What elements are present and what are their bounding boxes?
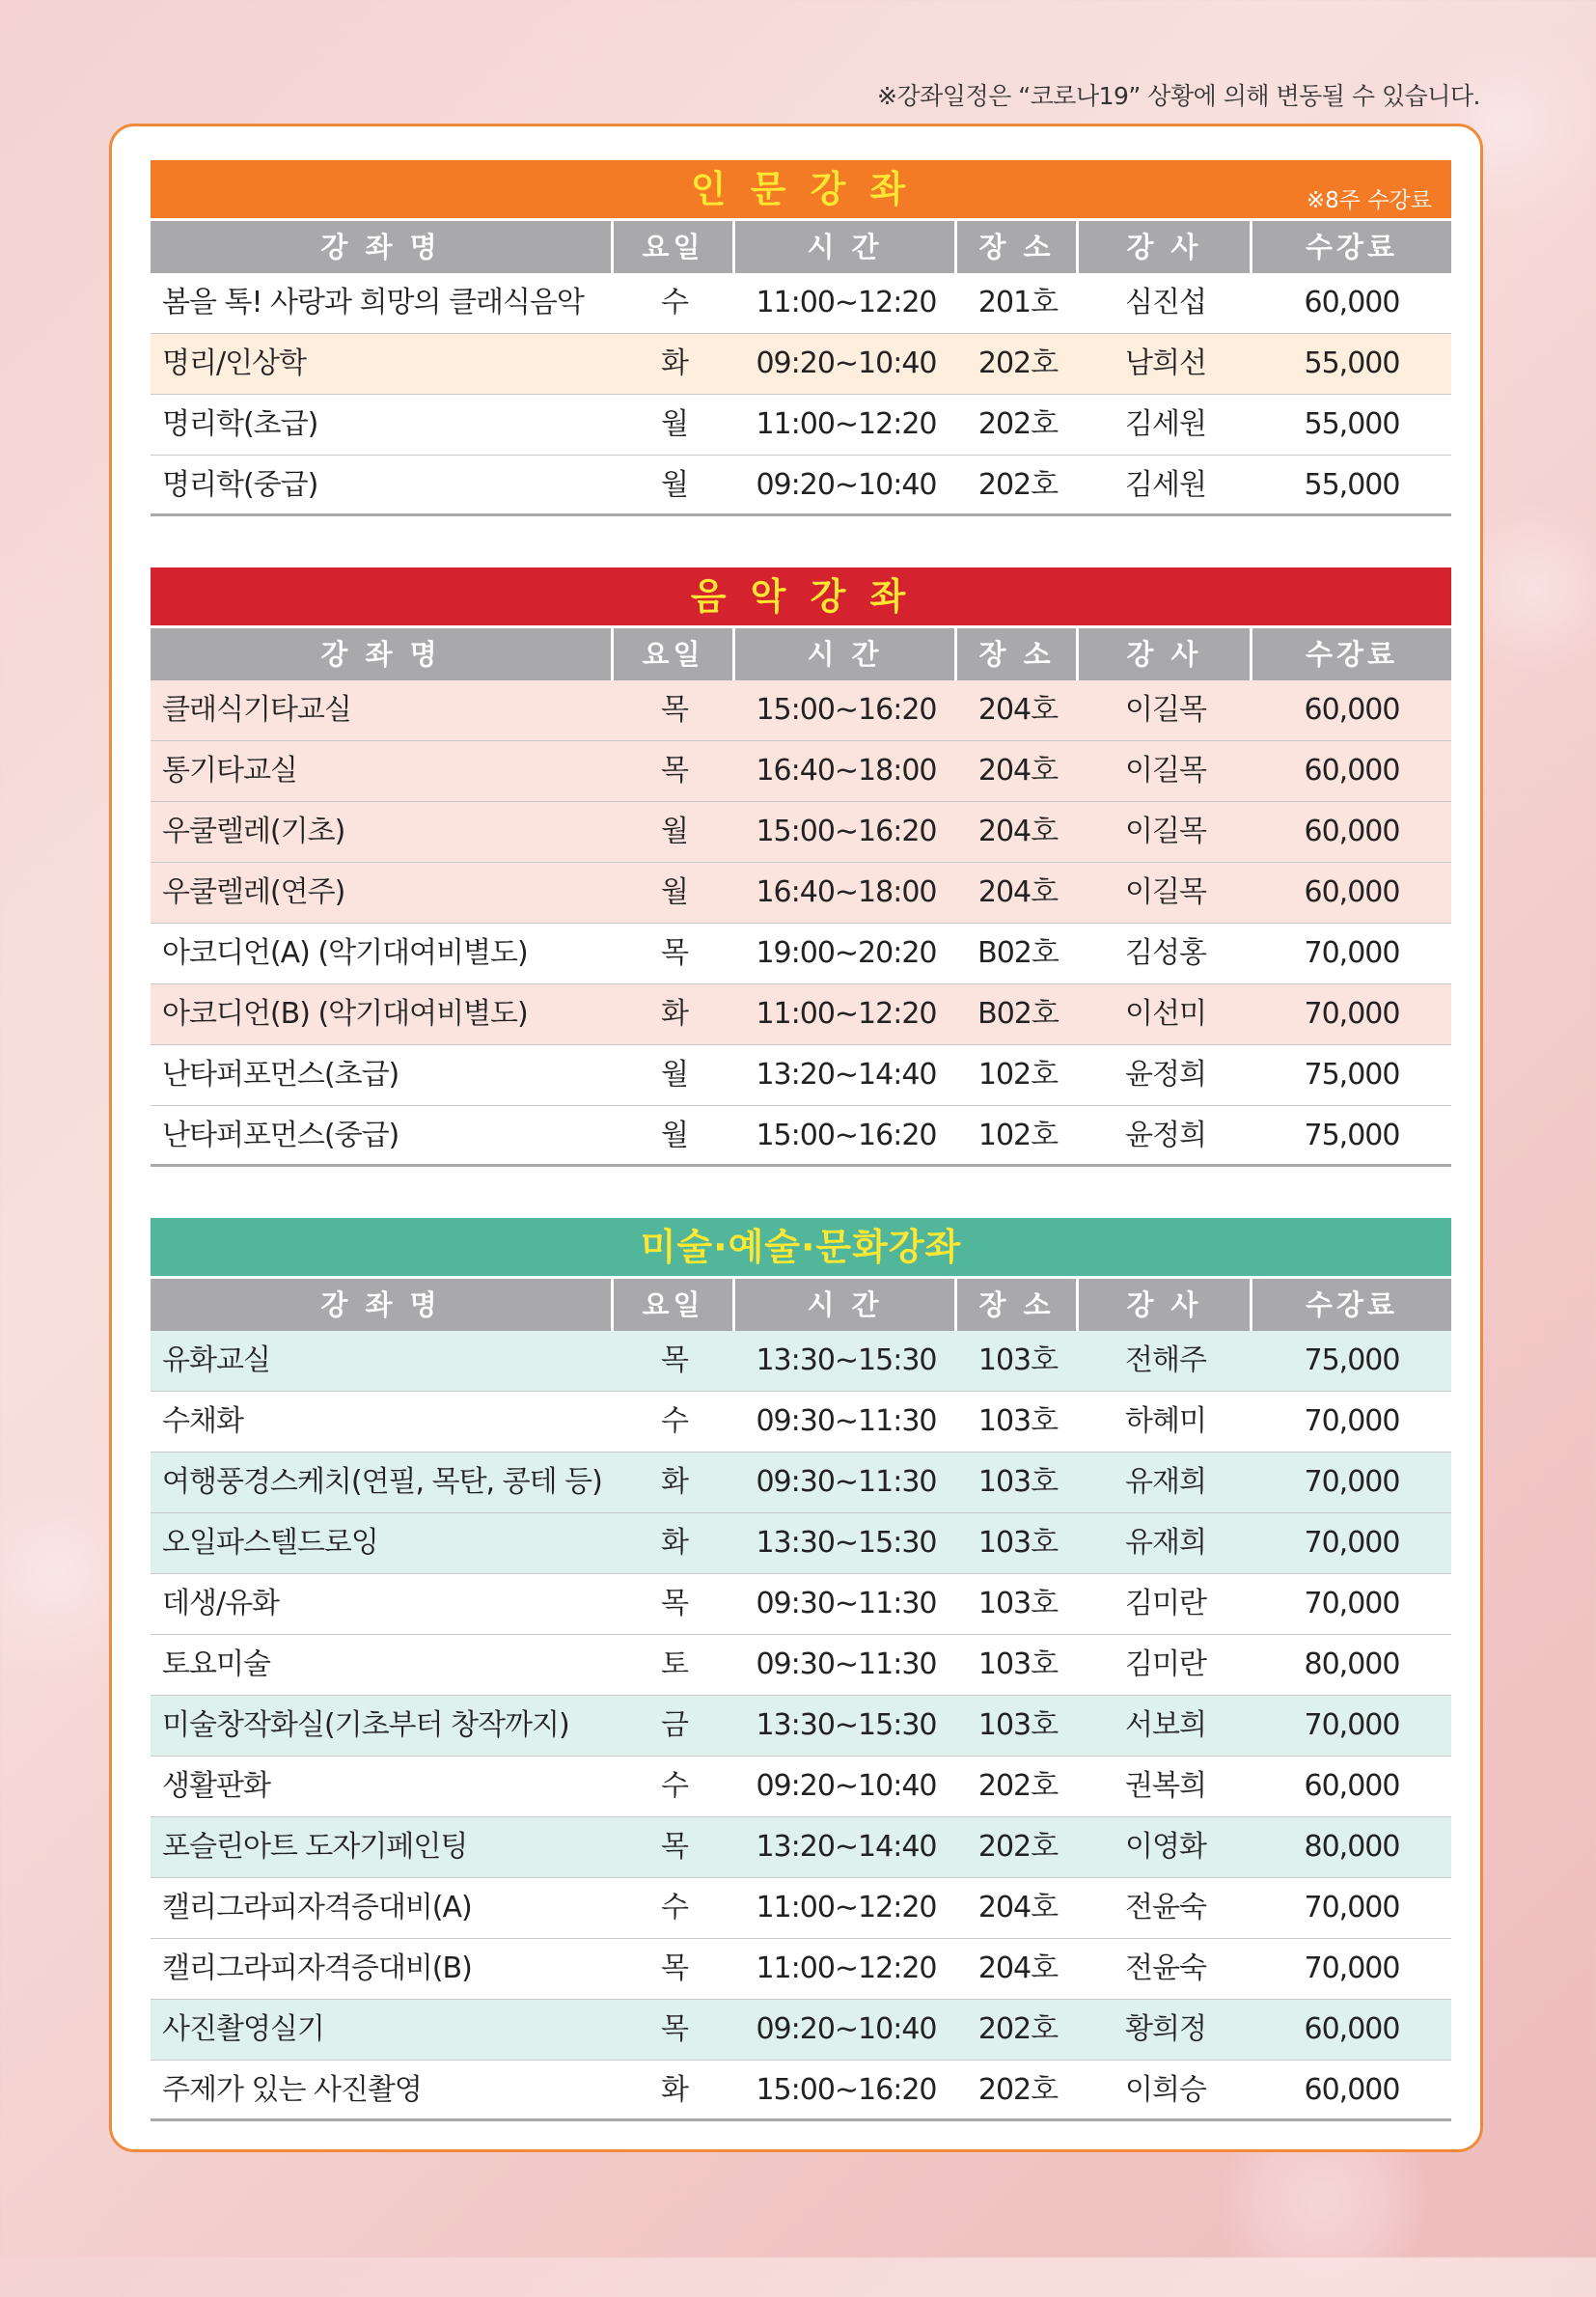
room-cell: 102호 (977, 1119, 1059, 1152)
table-row (151, 741, 1451, 802)
fee-cell: 60,000 (1304, 1769, 1400, 1803)
fee-cell: 70,000 (1304, 1891, 1400, 1924)
fee-cell: 60,000 (1304, 754, 1400, 788)
teacher-cell: 윤정희 (1125, 1058, 1206, 1092)
table-header (151, 1279, 1451, 1331)
time-cell: 09:20∼10:40 (756, 346, 937, 380)
time-cell: 16:40∼18:00 (756, 875, 937, 909)
section-humanities (151, 160, 1451, 516)
day-cell: 화 (661, 1526, 688, 1560)
course-name-cell: 사진촬영실기 (162, 2012, 324, 2046)
course-name-cell: 통기타교실 (162, 754, 297, 788)
table-row (151, 2061, 1451, 2121)
course-name-cell: 주제가 있는 사진촬영 (162, 2073, 422, 2107)
table-row (151, 984, 1451, 1045)
section-title-text: 미술·예술·문화강좌 (640, 1226, 962, 1268)
teacher-cell: 이영화 (1125, 1830, 1206, 1864)
section-title (151, 160, 1451, 218)
col-time: 시 간 (735, 628, 957, 680)
fee-cell: 70,000 (1304, 1404, 1400, 1438)
col-fee: 수강료 (1252, 628, 1451, 680)
room-cell: 202호 (977, 468, 1059, 502)
col-course-name: 강 좌 명 (151, 1279, 614, 1331)
course-name-cell: 캘리그라피자격증대비(B) (162, 1951, 472, 1985)
table-row (151, 1878, 1451, 1939)
time-cell: 11:00∼12:20 (756, 407, 937, 441)
fee-cell: 60,000 (1304, 2012, 1400, 2046)
course-name-cell: 난타퍼포먼스(중급) (162, 1119, 399, 1152)
day-cell: 월 (661, 875, 688, 909)
teacher-cell: 이길목 (1125, 693, 1206, 727)
section-title-text: 음 악 강 좌 (690, 575, 912, 618)
fee-cell: 70,000 (1304, 1526, 1400, 1560)
table-row (151, 1045, 1451, 1106)
time-cell: 09:20∼10:40 (756, 2012, 937, 2046)
col-room: 장 소 (957, 221, 1079, 273)
room-cell: 204호 (977, 1891, 1059, 1924)
teacher-cell: 권복희 (1125, 1769, 1206, 1803)
table-row (151, 1331, 1451, 1392)
fee-cell: 55,000 (1304, 346, 1400, 380)
teacher-cell: 전윤숙 (1125, 1951, 1206, 1985)
course-name-cell: 캘리그라피자격증대비(A) (162, 1891, 472, 1924)
course-name-cell: 우쿨렐레(기초) (162, 815, 345, 848)
time-cell: 15:00∼16:20 (756, 693, 937, 727)
teacher-cell: 이길목 (1125, 815, 1206, 848)
table-row (151, 1939, 1451, 2000)
fee-cell: 70,000 (1304, 997, 1400, 1031)
col-teacher: 강 사 (1079, 1279, 1252, 1331)
teacher-cell: 전윤숙 (1125, 1891, 1206, 1924)
course-name-cell: 미술창작화실(기초부터 창작까지) (162, 1708, 569, 1742)
time-cell: 11:00∼12:20 (756, 1951, 937, 1985)
room-cell: 202호 (977, 2012, 1059, 2046)
fee-cell: 70,000 (1304, 936, 1400, 970)
teacher-cell: 심진섭 (1125, 286, 1206, 319)
time-cell: 16:40∼18:00 (756, 754, 937, 788)
fee-cell: 60,000 (1304, 2073, 1400, 2107)
table-row (151, 1757, 1451, 1817)
fee-cell: 70,000 (1304, 1587, 1400, 1620)
course-name-cell: 생활판화 (162, 1769, 270, 1803)
room-cell: 202호 (977, 407, 1059, 441)
time-cell: 13:20∼14:40 (756, 1830, 937, 1864)
day-cell: 수 (661, 1891, 688, 1924)
fee-cell: 60,000 (1304, 815, 1400, 848)
teacher-cell: 이길목 (1125, 875, 1206, 909)
fee-cell: 80,000 (1304, 1647, 1400, 1681)
col-course-name: 강 좌 명 (151, 628, 614, 680)
col-course-name: 강 좌 명 (151, 221, 614, 273)
teacher-cell: 유재희 (1125, 1526, 1206, 1560)
fee-cell: 70,000 (1304, 1708, 1400, 1742)
room-cell: 204호 (977, 693, 1059, 727)
day-cell: 목 (661, 1951, 688, 1985)
col-room: 장 소 (957, 1279, 1079, 1331)
table-row (151, 1392, 1451, 1453)
time-cell: 11:00∼12:20 (756, 1891, 937, 1924)
time-cell: 13:30∼15:30 (756, 1343, 937, 1377)
course-name-cell: 아코디언(A) (악기대여비별도) (162, 936, 528, 970)
table-row (151, 1696, 1451, 1757)
time-cell: 11:00∼12:20 (756, 997, 937, 1031)
day-cell: 수 (661, 286, 688, 319)
fee-cell: 55,000 (1304, 407, 1400, 441)
col-time: 시 간 (735, 1279, 957, 1331)
table-row (151, 334, 1451, 395)
course-name-cell: 아코디언(B) (악기대여비별도) (162, 997, 528, 1031)
table-body (151, 680, 1451, 1167)
teacher-cell: 남희선 (1125, 346, 1206, 380)
day-cell: 수 (661, 1769, 688, 1803)
room-cell: 202호 (977, 1830, 1059, 1864)
room-cell: 201호 (977, 286, 1059, 319)
teacher-cell: 이선미 (1125, 997, 1206, 1031)
teacher-cell: 윤정희 (1125, 1119, 1206, 1152)
room-cell: 204호 (977, 754, 1059, 788)
day-cell: 월 (661, 407, 688, 441)
time-cell: 09:20∼10:40 (756, 1769, 937, 1803)
fee-cell: 60,000 (1304, 875, 1400, 909)
col-fee: 수강료 (1252, 221, 1451, 273)
day-cell: 목 (661, 936, 688, 970)
fee-cell: 55,000 (1304, 468, 1400, 502)
col-day: 요일 (614, 221, 735, 273)
time-cell: 15:00∼16:20 (756, 2073, 937, 2107)
table-body (151, 1331, 1451, 2121)
course-name-cell: 데생/유화 (162, 1587, 280, 1620)
room-cell: 103호 (977, 1708, 1059, 1742)
table-row (151, 1453, 1451, 1513)
fee-cell: 75,000 (1304, 1058, 1400, 1092)
time-cell: 13:20∼14:40 (756, 1058, 937, 1092)
teacher-cell: 전해주 (1125, 1343, 1206, 1377)
day-cell: 화 (661, 1465, 688, 1499)
day-cell: 화 (661, 346, 688, 380)
col-fee: 수강료 (1252, 1279, 1451, 1331)
day-cell: 목 (661, 693, 688, 727)
time-cell: 09:30∼11:30 (756, 1647, 937, 1681)
table-row (151, 1513, 1451, 1574)
room-cell: 102호 (977, 1058, 1059, 1092)
col-day: 요일 (614, 1279, 735, 1331)
time-cell: 15:00∼16:20 (756, 1119, 937, 1152)
table-row (151, 1106, 1451, 1167)
day-cell: 화 (661, 997, 688, 1031)
course-name-cell: 봄을 톡! 사랑과 희망의 클래식음악 (162, 286, 584, 319)
section-music (151, 567, 1451, 1167)
room-cell: 202호 (977, 1769, 1059, 1803)
fee-cell: 60,000 (1304, 286, 1400, 319)
course-name-cell: 여행풍경스케치(연필, 목탄, 콩테 등) (162, 1465, 602, 1499)
day-cell: 목 (661, 754, 688, 788)
day-cell: 수 (661, 1404, 688, 1438)
course-name-cell: 오일파스텔드로잉 (162, 1526, 378, 1560)
time-cell: 15:00∼16:20 (756, 815, 937, 848)
time-cell: 09:30∼11:30 (756, 1587, 937, 1620)
teacher-cell: 서보희 (1125, 1708, 1206, 1742)
room-cell: B02호 (977, 997, 1059, 1031)
table-row (151, 802, 1451, 863)
fee-cell: 80,000 (1304, 1830, 1400, 1864)
day-cell: 월 (661, 468, 688, 502)
course-name-cell: 수채화 (162, 1404, 243, 1438)
course-name-cell: 명리학(초급) (162, 407, 318, 441)
room-cell: 103호 (977, 1526, 1059, 1560)
room-cell: 204호 (977, 1951, 1059, 1985)
col-time: 시 간 (735, 221, 957, 273)
fee-note: ※8주 수강료 (1306, 188, 1432, 213)
room-cell: 103호 (977, 1404, 1059, 1438)
time-cell: 11:00∼12:20 (756, 286, 937, 319)
time-cell: 09:30∼11:30 (756, 1404, 937, 1438)
day-cell: 화 (661, 2073, 688, 2107)
table-row (151, 1574, 1451, 1635)
section-title (151, 567, 1451, 625)
course-name-cell: 명리학(중급) (162, 468, 318, 502)
room-cell: 204호 (977, 875, 1059, 909)
time-cell: 09:20∼10:40 (756, 468, 937, 502)
day-cell: 토 (661, 1647, 688, 1681)
section-title-text: 인 문 강 좌 (690, 168, 912, 210)
time-cell: 13:30∼15:30 (756, 1526, 937, 1560)
room-cell: 103호 (977, 1647, 1059, 1681)
teacher-cell: 유재희 (1125, 1465, 1206, 1499)
room-cell: 202호 (977, 346, 1059, 380)
table-row (151, 273, 1451, 334)
course-name-cell: 포슬린아트 도자기페인팅 (162, 1830, 468, 1864)
col-room: 장 소 (957, 628, 1079, 680)
fee-cell: 75,000 (1304, 1343, 1400, 1377)
teacher-cell: 하혜미 (1125, 1404, 1206, 1438)
teacher-cell: 김성홍 (1125, 936, 1206, 970)
room-cell: 103호 (977, 1465, 1059, 1499)
table-row (151, 680, 1451, 741)
teacher-cell: 이길목 (1125, 754, 1206, 788)
day-cell: 월 (661, 815, 688, 848)
table-row (151, 2000, 1451, 2061)
day-cell: 목 (661, 1830, 688, 1864)
fee-cell: 75,000 (1304, 1119, 1400, 1152)
room-cell: 204호 (977, 815, 1059, 848)
table-body (151, 273, 1451, 516)
room-cell: 202호 (977, 2073, 1059, 2107)
fee-cell: 70,000 (1304, 1951, 1400, 1985)
day-cell: 금 (661, 1708, 688, 1742)
teacher-cell: 김세원 (1125, 468, 1206, 502)
col-teacher: 강 사 (1079, 221, 1252, 273)
section-title (151, 1218, 1451, 1276)
room-cell: 103호 (977, 1343, 1059, 1377)
course-name-cell: 클래식기타교실 (162, 693, 351, 727)
day-cell: 월 (661, 1058, 688, 1092)
col-teacher: 강 사 (1079, 628, 1252, 680)
day-cell: 월 (661, 1119, 688, 1152)
table-row (151, 456, 1451, 516)
course-name-cell: 우쿨렐레(연주) (162, 875, 345, 909)
time-cell: 13:30∼15:30 (756, 1708, 937, 1742)
room-cell: 103호 (977, 1587, 1059, 1620)
table-header (151, 628, 1451, 680)
table-header (151, 221, 1451, 273)
section-art-culture (151, 1218, 1451, 2121)
time-cell: 19:00∼20:20 (756, 936, 937, 970)
course-name-cell: 난타퍼포먼스(초급) (162, 1058, 399, 1092)
teacher-cell: 김미란 (1125, 1647, 1206, 1681)
table-row (151, 1817, 1451, 1878)
table-row (151, 924, 1451, 984)
schedule-notice: ※강좌일정은 “코로나19” 상황에 의해 변동될 수 있습니다. (877, 82, 1480, 110)
teacher-cell: 김미란 (1125, 1587, 1206, 1620)
teacher-cell: 이희승 (1125, 2073, 1206, 2107)
fee-cell: 70,000 (1304, 1465, 1400, 1499)
table-row (151, 395, 1451, 456)
time-cell: 09:30∼11:30 (756, 1465, 937, 1499)
room-cell: B02호 (977, 936, 1059, 970)
day-cell: 목 (661, 1343, 688, 1377)
course-card (109, 124, 1483, 2152)
table-row (151, 863, 1451, 924)
col-day: 요일 (614, 628, 735, 680)
day-cell: 목 (661, 2012, 688, 2046)
teacher-cell: 김세원 (1125, 407, 1206, 441)
course-name-cell: 명리/인상학 (162, 346, 307, 380)
course-name-cell: 유화교실 (162, 1343, 270, 1377)
course-name-cell: 토요미술 (162, 1647, 270, 1681)
day-cell: 목 (661, 1587, 688, 1620)
table-row (151, 1635, 1451, 1696)
teacher-cell: 황희정 (1125, 2012, 1206, 2046)
fee-cell: 60,000 (1304, 693, 1400, 727)
